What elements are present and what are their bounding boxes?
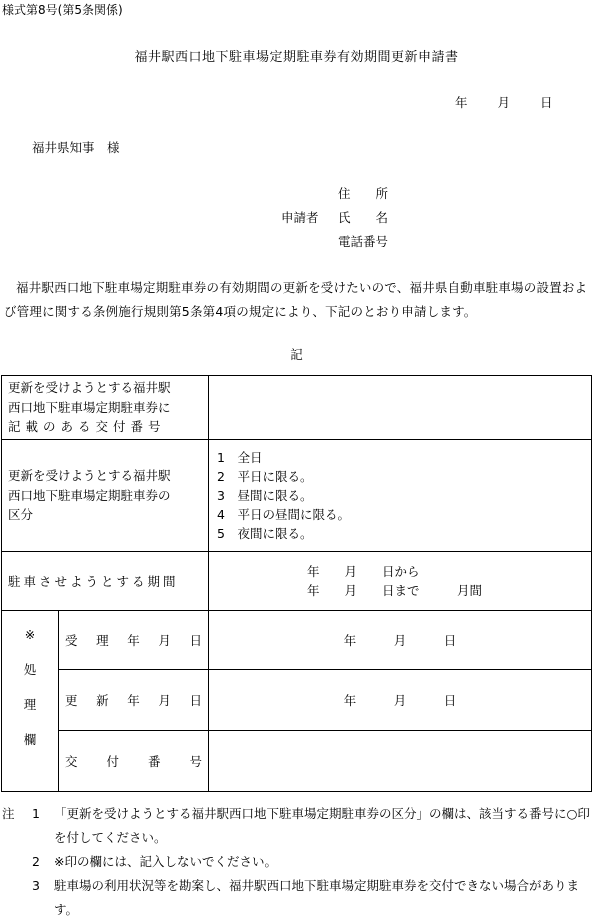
date-month: 月	[497, 95, 511, 110]
document-title: 福井駅西口地下駐車場定期駐車券有効期間更新申請書	[134, 50, 459, 65]
issue-number-row	[2, 376, 592, 440]
category-option-3[interactable]: 3 昼間に限る。	[217, 488, 313, 503]
note-text: 駐車場の利用状況等を勘案し、福井駅西口地下駐車場定期駐車券を交付できない場合があります。	[54, 878, 580, 917]
category-row	[2, 440, 592, 552]
renewed-date-label-char: 年	[127, 693, 140, 708]
received-date-value[interactable]: 年 月 日	[209, 611, 592, 670]
period-end: 年 月 日まで 月間	[307, 583, 483, 598]
issue-row	[2, 731, 592, 792]
note-number: 3	[32, 878, 40, 893]
category-option-4[interactable]: 4 平日の昼間に限る。	[217, 507, 350, 522]
issue-number-label-line: 更新を受けようとする福井駅	[8, 380, 171, 396]
issue-number-input[interactable]	[209, 376, 592, 440]
category-label	[2, 440, 209, 552]
notes-section	[2, 802, 590, 922]
renewed-date-label-char: 日	[189, 693, 202, 708]
note-number: 1	[32, 806, 40, 821]
received-date-label	[59, 611, 209, 670]
received-date-label-char: 日	[189, 633, 202, 648]
note-text: 「更新を受けようとする福井駅西口地下駐車場定期駐車券の区分」の欄は、該当する番号に○印を付してください。	[54, 806, 590, 845]
issue-number-value[interactable]	[209, 731, 592, 792]
period-row	[2, 552, 592, 611]
issue-number-label-char: 交	[65, 754, 78, 769]
issue-number-label-char: 付	[106, 754, 119, 769]
period-label: 駐車させようとする期間	[2, 552, 209, 611]
issue-number-label-2	[59, 731, 209, 792]
date-day: 日	[540, 95, 553, 110]
notes-head: 注	[2, 806, 15, 821]
received-date-label-char: 月	[158, 633, 171, 648]
category-option-1[interactable]: 1 全日	[217, 450, 263, 465]
application-table	[1, 375, 592, 792]
category-options	[209, 440, 592, 552]
renewed-date-value[interactable]: 年 月 日	[209, 670, 592, 731]
renewed-date-label-char: 新	[96, 693, 109, 708]
issue-number-label-char: 号	[189, 754, 202, 769]
category-label-line: 区分	[8, 507, 34, 523]
applicant-label: 申請者	[281, 210, 319, 225]
addressee: 福井県知事 様	[32, 140, 120, 155]
application-date	[455, 93, 553, 111]
processing-label-char: 理	[23, 697, 37, 712]
issue-number-label-char: 番	[147, 754, 161, 769]
category-option-2[interactable]: 2 平日に限る。	[217, 469, 313, 484]
category-label-line: 更新を受けようとする福井駅	[8, 468, 171, 484]
renewed-date-label-char: 更	[65, 693, 78, 708]
note-text: ※印の欄には、記入しないでください。	[54, 854, 277, 869]
processing-column	[2, 611, 59, 792]
period-input[interactable]	[209, 552, 592, 611]
note-number: 2	[32, 854, 40, 869]
category-label-line: 西口地下駐車場定期駐車券の	[8, 487, 171, 503]
category-option-5[interactable]: 5 夜間に限る。	[217, 526, 313, 541]
renewed-date-row	[2, 670, 592, 731]
processing-label-char: 欄	[23, 732, 37, 747]
received-date-label-char: 理	[96, 633, 109, 648]
processing-mark: ※	[24, 627, 36, 642]
applicant-address-label: 住 所	[338, 186, 389, 201]
applicant-name-label: 氏 名	[338, 210, 389, 225]
processing-label-char: 処	[23, 662, 37, 677]
issue-number-label	[2, 376, 209, 440]
received-date-label-char: 年	[127, 633, 140, 648]
note-item	[2, 802, 590, 850]
form-number: 様式第8号(第5条関係)	[2, 3, 123, 17]
renewed-date-label	[59, 670, 209, 731]
issue-number-label-line: 西口地下駐車場定期駐車券に	[8, 399, 171, 415]
note-item	[2, 874, 590, 922]
applicant-phone-label: 電話番号	[338, 234, 389, 249]
application-statement: 福井駅西口地下駐車場定期駐車券の有効期間の更新を受けたいので、福井県自動車駐車場の設置および管理に関する条例施行規則第5条第4項の規定により、下記のとおり申請します。	[4, 280, 588, 319]
received-date-label-char: 受	[65, 633, 78, 648]
date-year: 年	[455, 95, 468, 110]
note-item	[2, 850, 590, 874]
received-date-row	[2, 611, 592, 670]
renewed-date-label-char: 月	[158, 693, 171, 708]
period-start: 年 月 日から	[307, 564, 420, 579]
issue-number-label-line: 記載のある交付番号	[8, 419, 166, 435]
ki-heading: 記	[290, 347, 303, 362]
